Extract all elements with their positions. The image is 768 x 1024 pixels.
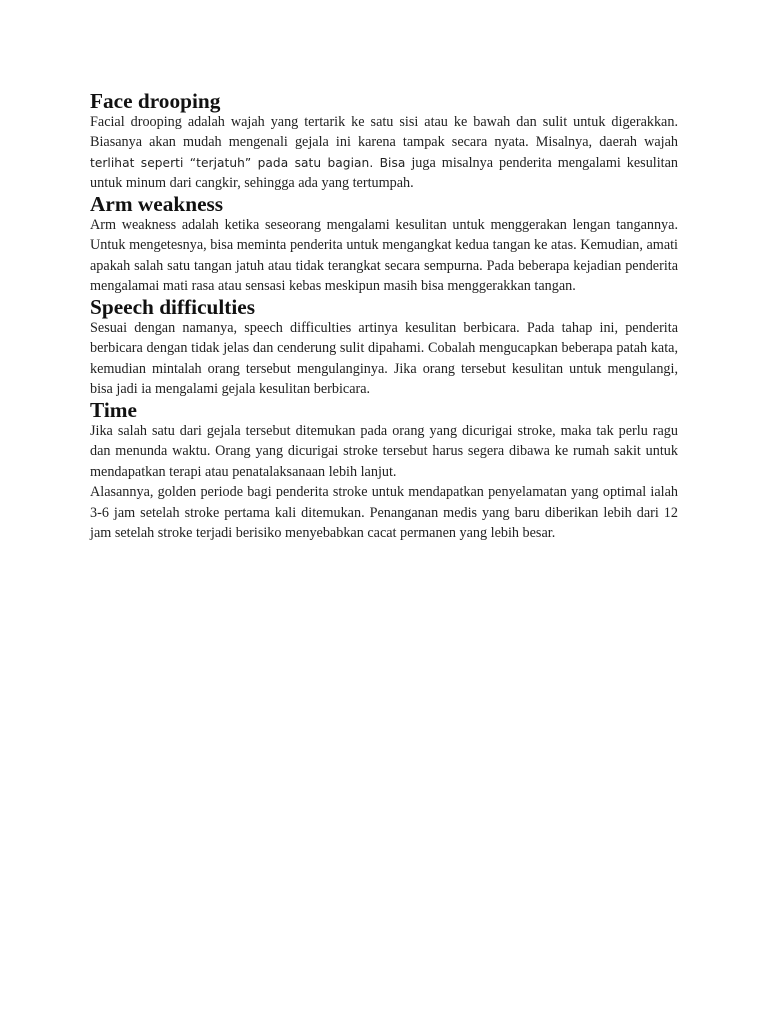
section-heading: Speech difficulties [90,294,256,319]
section-paragraph: Sesuai dengan namanya, speech difficulties artinya kesulitan berbicara. Pada tahap ini, penderita berbicara dengan tidak jelas dan cenderung sulit dipahami. Cobalah mengucapkan beberapa patah kata, kemudian mintalah orang tersebut mengulanginya. Jika orang tersebut kesulitan untuk mengulangi, bisa jadi ia mengalami gejala kesulitan berbicara. [90,319,678,398]
document-page [90,91,678,544]
section-arm-weakness [90,191,678,297]
section-face-drooping [90,91,678,194]
section-speech-difficulties [90,294,678,400]
section-paragraph: Alasannya, golden periode bagi penderita stroke untuk mendapatkan penyelamatan yang optimal ialah 3-6 jam setelah stroke pertama kali ditemukan. Penanganan medis yang baru diberikan lebih dari 12 jam setelah stroke terjadi berisiko menyebabkan cacat permanen yang lebih besar. [90,484,678,542]
section-time [90,397,678,544]
section-paragraph [90,112,678,194]
paragraph-text: Facial drooping adalah wajah yang tertarik ke satu sisi atau ke bawah dan sulit untuk digerakkan. Biasanya akan mudah mengenali gejala ini karena tampak secara nyata. Misalnya, daerah wajah [90,113,678,151]
section-paragraph: Jika salah satu dari gejala tersebut ditemukan pada orang yang dicurigai stroke, maka tak perlu ragu dan menunda waktu. Orang yang dicurigai stroke tersebut harus segera dibawa ke rumah sakit untuk mendapatkan terapi atau penatalaksanaan lebih lanjut. [90,422,678,480]
section-heading: Face drooping [90,89,221,113]
section-paragraph: Arm weakness adalah ketika seseorang mengalami kesulitan untuk menggerakan lengan tangannya. Untuk mengetesnya, bisa meminta penderita untuk mengangkat kedua tangan ke atas. Kemudian, amati apakah salah satu tangan jatuh atau tidak terangkat secara sempurna. Pada beberapa kejadian penderita mengalamai mati rasa atau sensasi kebas meskipun masih bisa menggerakkan tangan. [90,216,678,295]
paragraph-text-sans-run: terlihat seperti “terjatuh” pada satu bagian. Bisa [90,155,406,170]
section-heading: Arm weakness [90,191,224,216]
section-heading: Time [90,397,137,422]
paragraph-text: juga misalnya penderita mengalami kesulitan untuk minum dari cangkir, sehingga ada yang tertumpah. [90,154,679,192]
